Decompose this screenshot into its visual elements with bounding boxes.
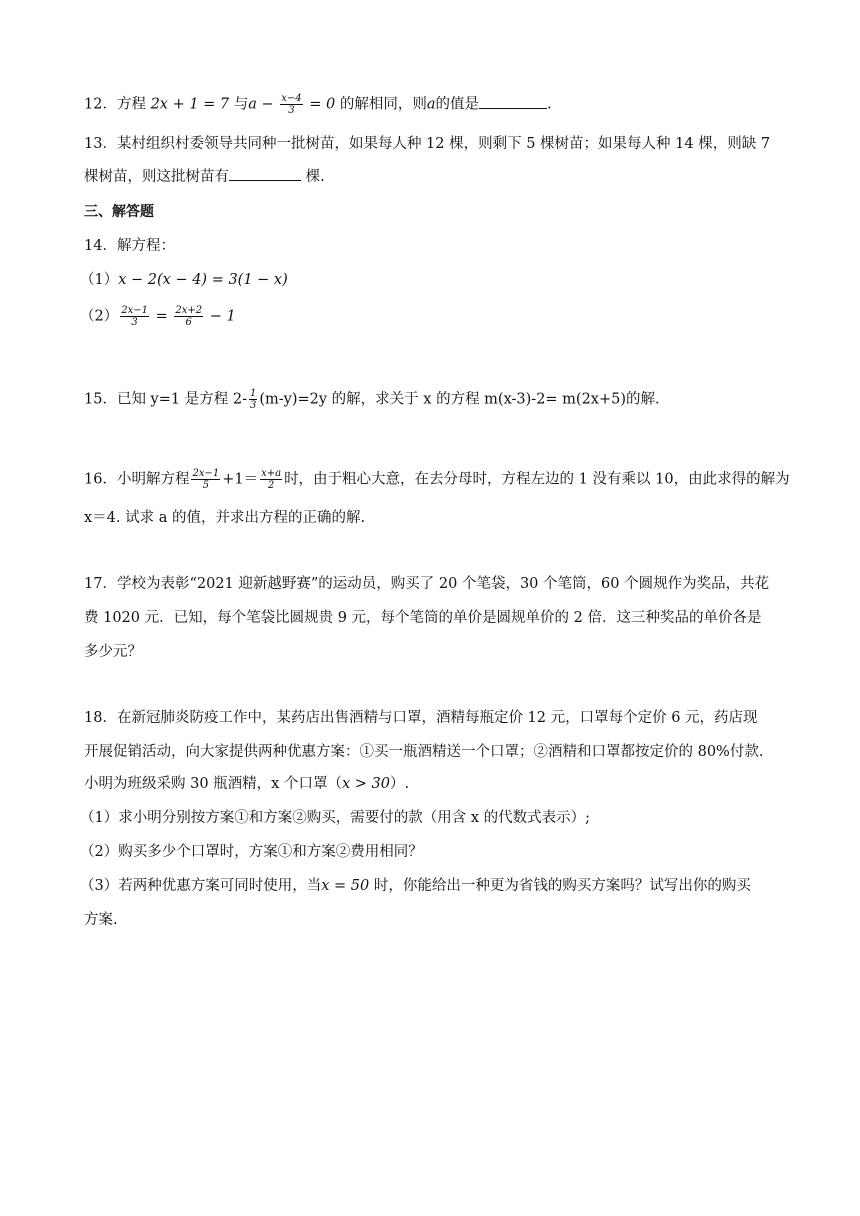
q18-line3-text-a: 小明为班级采购 30 瓶酒精，x 个口罩（ [84, 776, 342, 792]
q14-p1-equation: x − 2(x − 4) = 3(1 − x) [118, 272, 288, 288]
q18-p3-math: x = 50 [321, 878, 370, 894]
question-17-line-3: 多少元？ [84, 644, 142, 660]
q13-tail: 棵. [301, 169, 325, 185]
q13-text: 棵树苗，则这批树苗有 [84, 169, 229, 185]
q14-p2-equals: = [150, 308, 173, 325]
question-18-line-1: 18．在新冠肺炎防疫工作中，某药店出售酒精与口罩，酒精每瓶定价 12 元，口罩每个定价 6 元，药店现 [84, 710, 758, 726]
question-18-part-3-continued: 方案. [84, 912, 118, 928]
q14-p1-label: （1） [80, 272, 119, 288]
q15-fraction [249, 388, 257, 411]
q12-end: . [547, 96, 552, 113]
q12-equation-2-a: a − [248, 96, 279, 113]
q16-text-c: 时，由于粗心大意，在去分母时，方程左边的 1 没有乘以 10，由此求得的解为 [284, 471, 790, 488]
question-18-part-3 [80, 876, 751, 896]
q12-answer-blank[interactable] [479, 94, 547, 109]
q15-den: 3 [249, 400, 257, 411]
q12-tail: 的解相同，则 [335, 96, 427, 113]
question-13-line-1: 13．某村组织村委领导共同种一批树苗，如果每人种 12 棵，则剩下 5 棵树苗；如果每人种 14 棵，则缺 7 [84, 136, 771, 152]
q15-num: 1 [249, 388, 257, 399]
question-17-line-1: 17．学校为表彰“2021 迎新越野赛”的运动员，购买了 20 个笔袋，30 个笔筒，60 个圆规作为奖品，共花 [84, 576, 770, 592]
q12-fraction [280, 93, 302, 116]
q12-fraction-num: x−4 [281, 93, 302, 104]
q14-p2-rest: − 1 [205, 308, 236, 325]
q16-text-b: +1＝ [222, 471, 259, 488]
q12-equation-1: 2x + 1 = 7 [150, 96, 230, 113]
q13-answer-blank[interactable] [229, 166, 301, 181]
q12-var: a [426, 96, 436, 113]
q18-line3-math: x > 30 [341, 776, 390, 792]
q16-den-2: 2 [267, 480, 275, 491]
q15-text-a: 15．已知 y=1 是方程 2- [84, 391, 247, 408]
q12-text: 与 [229, 96, 249, 113]
question-18-line-3 [84, 774, 409, 794]
question-14-part-1 [80, 270, 288, 290]
q12-tail-2: 的值是 [435, 96, 480, 113]
question-16-line-2: x＝4. 试求 a 的值，并求出方程的正确的解. [84, 510, 366, 526]
question-18-line-2: 开展促销活动，向大家提供两种优惠方案：①买一瓶酒精送一个口罩；②酒精和口罩都按定价的 80%付款. [84, 744, 764, 760]
q16-fraction-1 [191, 468, 220, 491]
question-16-line-1 [84, 468, 790, 491]
q14-p2-fraction-1 [120, 305, 149, 328]
q16-fraction-2 [260, 468, 282, 491]
section-heading: 三、解答题 [84, 204, 154, 220]
question-18-part-2: （2）购买多少个口罩时，方案①和方案②费用相同？ [80, 844, 423, 860]
q14-p2-num-2: 2x+2 [175, 305, 203, 316]
q18-p3-text-b: 时，你能给出一种更为省钱的购买方案吗？试写出你的购买 [369, 878, 751, 894]
question-12 [84, 93, 552, 116]
question-17-line-2: 费 1020 元．已知，每个笔袋比圆规贵 9 元，每个笔筒的单价是圆规单价的 2 倍．这三种奖品的单价各是 [84, 610, 762, 626]
q18-line3-text-b: ）. [389, 776, 410, 792]
q14-p2-den-2: 6 [185, 317, 192, 328]
q14-p2-fraction-2 [174, 305, 203, 328]
question-13-line-2 [84, 166, 325, 187]
q14-p2-label: （2） [80, 308, 119, 325]
q12-fraction-den: 3 [288, 105, 295, 116]
q16-num-2: x+a [261, 468, 282, 479]
q12-equation-2-rest: = 0 [304, 96, 336, 113]
question-14-part-2 [80, 305, 236, 328]
q16-text-a: 16．小明解方程 [84, 471, 190, 488]
q16-den-1: 5 [202, 480, 210, 491]
q15-text-b: (m-y)=2y 的解，求关于 x 的方程 m(x-3)-2= m(2x+5)的解. [259, 391, 660, 408]
question-15 [84, 388, 660, 411]
q18-p3-text-a: （3）若两种优惠方案可同时使用，当 [80, 878, 322, 894]
q14-p2-den-1: 3 [131, 317, 138, 328]
question-18-part-1: （1）求小明分别按方案①和方案②购买，需要付的款（用含 x 的代数式表示）; [80, 810, 591, 826]
question-14-title: 14．解方程： [84, 238, 175, 254]
q12-prefix: 12．方程 [84, 96, 151, 113]
q14-p2-num-1: 2x−1 [121, 305, 148, 316]
q16-num-1: 2x−1 [192, 468, 220, 479]
